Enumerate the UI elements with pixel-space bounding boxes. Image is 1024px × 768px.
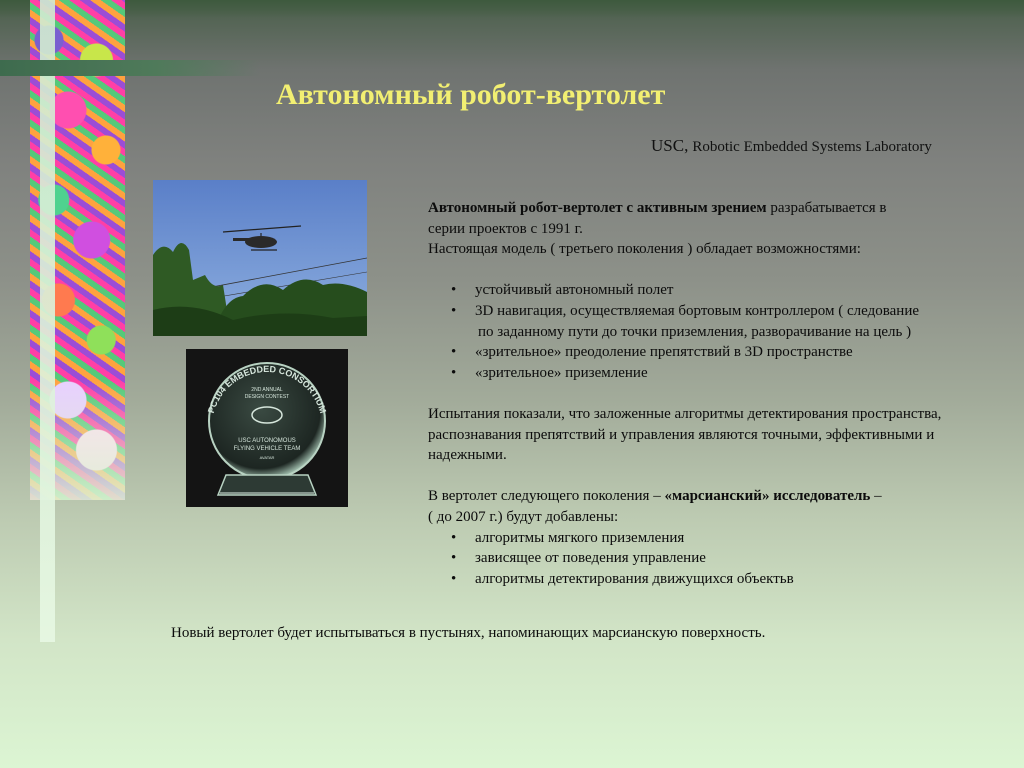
bullet-icon: •: [451, 282, 457, 299]
feature-item: [428, 301, 1018, 322]
main-content: [428, 198, 1018, 589]
svg-text:DESIGN CONTEST: DESIGN CONTEST: [244, 394, 290, 400]
tests-line-3: надежными.: [428, 447, 507, 464]
feature-text: «зрительное» приземление: [475, 364, 648, 381]
feature-text: устойчивый автономный полет: [475, 282, 674, 299]
next-gen-bold: «марсианский» исследователь: [664, 488, 871, 505]
feature-item: [428, 363, 1018, 384]
bullet-icon: •: [451, 550, 457, 567]
next-feature-list: [428, 528, 1018, 590]
feature-list: [428, 280, 1018, 383]
feature-text: «зрительное» преодоление препятствий в 3D пространстве: [475, 344, 853, 361]
bullet-icon: •: [451, 529, 457, 546]
feature-item: [428, 342, 1018, 363]
vertical-accent-bar: [40, 0, 55, 642]
bullet-icon: •: [451, 364, 457, 381]
feature-item: [428, 280, 1018, 301]
next-gen-line-1: [428, 486, 1018, 507]
next-feature-text: алгоритмы детектирования движущихся объектьв: [475, 570, 794, 587]
tests-line-1: Испытания показали, что заложенные алгоритмы детектирования пространства,: [428, 405, 942, 422]
svg-text:AVATAR: AVATAR: [259, 455, 275, 460]
next-gen-suffix: –: [870, 488, 882, 505]
next-gen-prefix: В вертолет следующего поколения –: [428, 488, 665, 505]
glass-award-photo: [186, 349, 348, 507]
next-feature-text: зависящее от поведения управление: [475, 550, 706, 567]
intro-rest: разрабатывается в: [766, 200, 887, 216]
svg-text:PC104 EMBEDDED CONSORTIUM: PC104 EMBEDDED CONSORTIUM: [205, 363, 329, 415]
bullet-icon: •: [451, 570, 457, 587]
subtitle-org: USC,: [651, 136, 689, 155]
svg-text:FLYING VEHICLE TEAM: FLYING VEHICLE TEAM: [233, 446, 301, 452]
next-gen-line-2: ( до 2007 г.) будут добавлены:: [428, 508, 619, 525]
next-feature-text: алгоритмы мягкого приземления: [475, 529, 685, 546]
intro-bold: Автономный робот-вертолет с активным зрением: [428, 200, 767, 216]
bullet-icon: •: [451, 302, 457, 319]
slide-subtitle: [651, 136, 932, 156]
subtitle-lab: Robotic Embedded Systems Laboratory: [692, 139, 932, 155]
bullet-icon: •: [451, 344, 457, 361]
feature-continuation: по заданному пути до точки приземления, разворачивание на цель ): [478, 323, 912, 340]
svg-text:USC AUTONOMOUS: USC AUTONOMOUS: [238, 438, 296, 444]
footer-note: Новый вертолет будет испытываться в пустынях, напоминающих марсианскую поверхность.: [171, 625, 766, 641]
intro-line-3: Настоящая модель ( третьего поколения ) обладает возможностями:: [428, 241, 861, 258]
slide-title: Автономный робот-вертолет: [276, 78, 666, 111]
next-feature-item: [428, 548, 1018, 569]
intro-line-2: серии проектов с 1991 г.: [428, 220, 583, 237]
horizontal-accent-bar: [0, 60, 260, 76]
next-feature-item: [428, 528, 1018, 549]
feature-text: 3D навигация, осуществляемая бортовым контроллером ( следование: [475, 302, 920, 319]
next-feature-item: [428, 569, 1018, 590]
tests-line-2: распознавания препятствий и управления являются точными, эффективными и: [428, 426, 935, 443]
helicopter-photo: [153, 180, 367, 336]
intro-line-1: [428, 198, 1018, 219]
top-shade-band: [0, 0, 1024, 18]
svg-text:2ND ANNUAL: 2ND ANNUAL: [251, 387, 283, 393]
